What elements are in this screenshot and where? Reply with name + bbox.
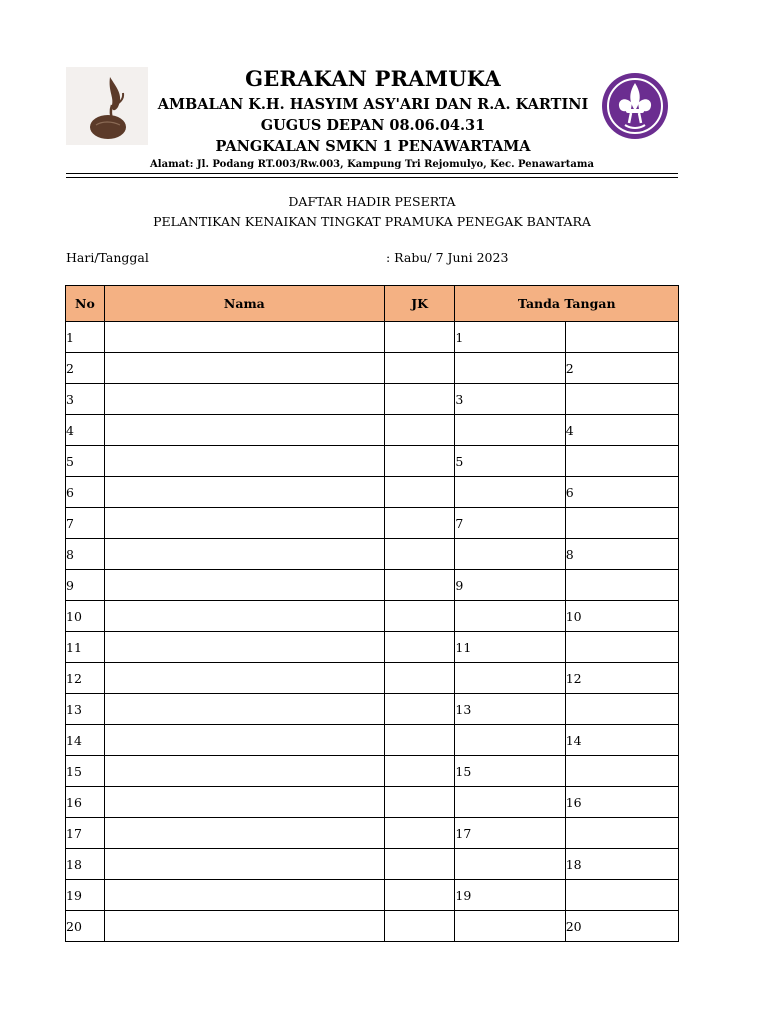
signature-cell-left[interactable] — [455, 849, 565, 880]
jk-cell[interactable] — [384, 508, 455, 539]
nama-cell[interactable] — [104, 508, 384, 539]
table-row — [66, 818, 679, 849]
document-subtitle: PELANTIKAN KENAIKAN TINGKAT PRAMUKA PENEGAK BANTARA — [153, 214, 591, 229]
nama-cell[interactable] — [104, 725, 384, 756]
row-number: 7 — [66, 508, 105, 539]
attendance-table — [65, 285, 679, 942]
signature-cell-right[interactable] — [565, 849, 678, 880]
nama-cell[interactable] — [104, 570, 384, 601]
signature-cell-left[interactable] — [455, 353, 565, 384]
table-row — [66, 322, 679, 353]
table-row — [66, 787, 679, 818]
row-number: 13 — [66, 694, 105, 725]
table-row — [66, 570, 679, 601]
signature-number: 6 — [565, 484, 574, 500]
column-header-jk: JK — [384, 286, 455, 322]
nama-cell[interactable] — [104, 849, 384, 880]
jk-cell[interactable] — [384, 415, 455, 446]
signature-cell-left[interactable] — [455, 725, 565, 756]
signature-cell-left[interactable] — [455, 415, 565, 446]
signature-number: 20 — [565, 918, 582, 934]
signature-cell-left[interactable] — [455, 663, 565, 694]
signature-cell-right[interactable] — [565, 384, 678, 415]
signature-number: 3 — [455, 391, 464, 407]
date-value: : Rabu/ 7 Juni 2023 — [386, 250, 509, 265]
row-number: 1 — [66, 322, 105, 353]
signature-number: 7 — [455, 515, 464, 531]
nama-cell[interactable] — [104, 415, 384, 446]
signature-number: 8 — [565, 546, 574, 562]
table-row — [66, 415, 679, 446]
jk-cell[interactable] — [384, 818, 455, 849]
org-line-ambalan: AMBALAN K.H. HASYIM ASY'ARI DAN R.A. KARTINI — [157, 96, 589, 113]
signature-cell-right[interactable] — [565, 322, 678, 353]
scout-fleur-de-lis-icon — [598, 71, 672, 141]
jk-cell[interactable] — [384, 601, 455, 632]
row-number: 9 — [66, 570, 105, 601]
signature-cell-left[interactable] — [455, 911, 565, 942]
signature-cell-right[interactable] — [565, 756, 678, 787]
row-number: 16 — [66, 787, 105, 818]
org-address: Alamat: Jl. Podang RT.003/Rw.003, Kampung Tri Rejomulyo, Kec. Penawartama — [150, 159, 594, 170]
signature-cell-left[interactable] — [455, 322, 565, 353]
table-row — [66, 508, 679, 539]
signature-cell-right[interactable] — [565, 725, 678, 756]
signature-cell-left[interactable] — [455, 632, 565, 663]
row-number: 4 — [66, 415, 105, 446]
signature-cell-left[interactable] — [455, 477, 565, 508]
signature-cell-left[interactable] — [455, 446, 565, 477]
jk-cell[interactable] — [384, 663, 455, 694]
table-row — [66, 694, 679, 725]
header-divider-thin — [66, 177, 678, 178]
signature-number: 1 — [455, 329, 464, 345]
signature-number: 4 — [565, 422, 574, 438]
signature-number: 14 — [565, 732, 582, 748]
nama-cell[interactable] — [104, 663, 384, 694]
nama-cell[interactable] — [104, 694, 384, 725]
org-line-gugus: GUGUS DEPAN 08.06.04.31 — [260, 117, 486, 134]
signature-cell-right[interactable] — [565, 539, 678, 570]
signature-cell-right[interactable] — [565, 663, 678, 694]
signature-number: 16 — [565, 794, 582, 810]
signature-cell-right[interactable] — [565, 787, 678, 818]
row-number: 5 — [66, 446, 105, 477]
signature-cell-left[interactable] — [455, 384, 565, 415]
jk-cell[interactable] — [384, 787, 455, 818]
signature-number: 13 — [455, 701, 472, 717]
signature-cell-left[interactable] — [455, 756, 565, 787]
jk-cell[interactable] — [384, 725, 455, 756]
nama-cell[interactable] — [104, 632, 384, 663]
signature-number: 9 — [455, 577, 464, 593]
signature-cell-right[interactable] — [565, 911, 678, 942]
jk-cell[interactable] — [384, 353, 455, 384]
table-row — [66, 477, 679, 508]
row-number: 12 — [66, 663, 105, 694]
nama-cell[interactable] — [104, 322, 384, 353]
row-number: 8 — [66, 539, 105, 570]
signature-number: 10 — [565, 608, 582, 624]
nama-cell[interactable] — [104, 787, 384, 818]
table-row — [66, 539, 679, 570]
jk-cell[interactable] — [384, 539, 455, 570]
jk-cell[interactable] — [384, 911, 455, 942]
row-number: 20 — [66, 911, 105, 942]
table-header-row — [66, 286, 679, 322]
signature-cell-right[interactable] — [565, 570, 678, 601]
signature-cell-right[interactable] — [565, 632, 678, 663]
column-header-nama: Nama — [104, 286, 384, 322]
signature-cell-right[interactable] — [565, 601, 678, 632]
row-number: 17 — [66, 818, 105, 849]
nama-cell[interactable] — [104, 384, 384, 415]
signature-number: 2 — [565, 360, 574, 376]
table-row — [66, 601, 679, 632]
nama-cell[interactable] — [104, 601, 384, 632]
table-row — [66, 663, 679, 694]
jk-cell[interactable] — [384, 632, 455, 663]
table-row — [66, 632, 679, 663]
row-number: 19 — [66, 880, 105, 911]
jk-cell[interactable] — [384, 570, 455, 601]
row-number: 2 — [66, 353, 105, 384]
nama-cell[interactable] — [104, 756, 384, 787]
table-row — [66, 353, 679, 384]
signature-cell-right[interactable] — [565, 446, 678, 477]
jk-cell[interactable] — [384, 477, 455, 508]
signature-number: 12 — [565, 670, 582, 686]
signature-cell-right[interactable] — [565, 415, 678, 446]
signature-cell-left[interactable] — [455, 694, 565, 725]
row-number: 11 — [66, 632, 105, 663]
table-row — [66, 446, 679, 477]
signature-number: 15 — [455, 763, 472, 779]
signature-cell-left[interactable] — [455, 539, 565, 570]
nama-cell[interactable] — [104, 880, 384, 911]
column-header-no: No — [66, 286, 105, 322]
signature-cell-left[interactable] — [455, 880, 565, 911]
row-number: 3 — [66, 384, 105, 415]
jk-cell[interactable] — [384, 384, 455, 415]
signature-cell-left[interactable] — [455, 570, 565, 601]
signature-cell-right[interactable] — [565, 694, 678, 725]
row-number: 15 — [66, 756, 105, 787]
jk-cell[interactable] — [384, 880, 455, 911]
row-number: 6 — [66, 477, 105, 508]
signature-cell-right[interactable] — [565, 353, 678, 384]
table-row — [66, 911, 679, 942]
signature-cell-left[interactable] — [455, 601, 565, 632]
table-row — [66, 725, 679, 756]
table-row — [66, 756, 679, 787]
signature-number: 19 — [455, 887, 472, 903]
signature-cell-right[interactable] — [565, 477, 678, 508]
jk-cell[interactable] — [384, 446, 455, 477]
jk-cell[interactable] — [384, 322, 455, 353]
date-label: Hari/Tanggal — [66, 250, 149, 265]
signature-cell-right[interactable] — [565, 818, 678, 849]
column-header-tanda-tangan: Tanda Tangan — [455, 286, 679, 322]
nama-cell[interactable] — [104, 477, 384, 508]
table-row — [66, 384, 679, 415]
row-number: 10 — [66, 601, 105, 632]
table-row — [66, 849, 679, 880]
nama-cell[interactable] — [104, 911, 384, 942]
org-title: GERAKAN PRAMUKA — [245, 66, 501, 91]
nama-cell[interactable] — [104, 353, 384, 384]
nama-cell[interactable] — [104, 818, 384, 849]
row-number: 18 — [66, 849, 105, 880]
signature-cell-left[interactable] — [455, 508, 565, 539]
table-row — [66, 880, 679, 911]
org-line-pangkalan: PANGKALAN SMKN 1 PENAWARTAMA — [215, 138, 531, 155]
signature-number: 17 — [455, 825, 472, 841]
jk-cell[interactable] — [384, 849, 455, 880]
row-number: 14 — [66, 725, 105, 756]
header-divider-thick — [66, 173, 678, 174]
signature-cell-left[interactable] — [455, 818, 565, 849]
jk-cell[interactable] — [384, 694, 455, 725]
document-title: DAFTAR HADIR PESERTA — [288, 194, 456, 209]
signature-cell-right[interactable] — [565, 508, 678, 539]
signature-number: 11 — [455, 639, 472, 655]
signature-cell-left[interactable] — [455, 787, 565, 818]
signature-number: 18 — [565, 856, 582, 872]
nama-cell[interactable] — [104, 539, 384, 570]
tunas-kelapa-icon — [66, 67, 148, 145]
signature-cell-right[interactable] — [565, 880, 678, 911]
nama-cell[interactable] — [104, 446, 384, 477]
jk-cell[interactable] — [384, 756, 455, 787]
signature-number: 5 — [455, 453, 464, 469]
